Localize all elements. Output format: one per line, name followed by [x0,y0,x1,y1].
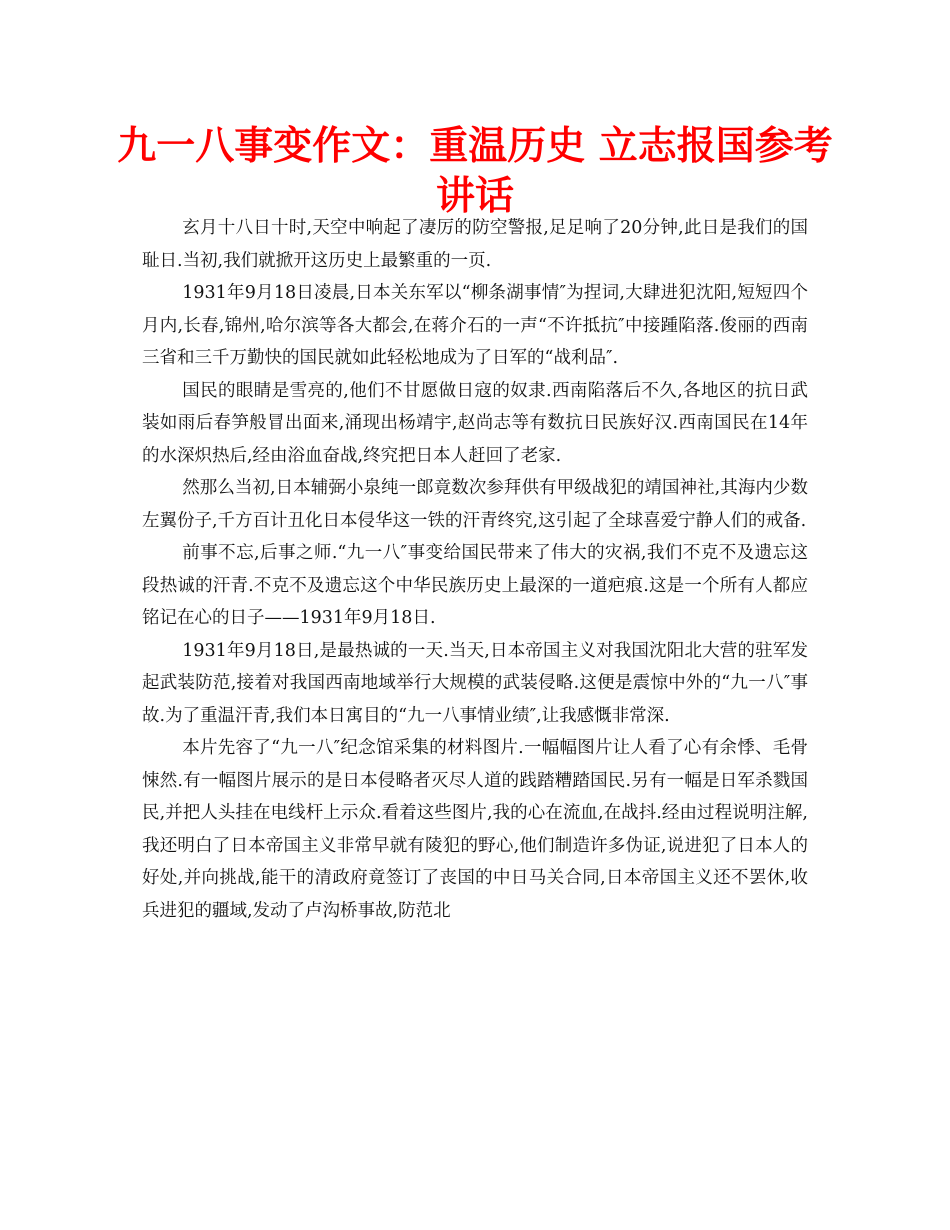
paragraph: 本片先容了“九一八″纪念馆采集的材料图片.一幅幅图片让人看了心有余悸、毛骨悚然.有一幅图片展示的是日本侵略者灭尽人道的践踏糟踏国民.另有一幅是日军杀戮国民,并把人头挂在电线杆上示众.看着这些图片,我的心在流血,在战抖.经由过程说明注解,我还明白了日本帝国主义非常早就有陵犯的野心,他们制造许多伪证,说进犯了日本人的好处,并向挑战,能干的清政府竟签订了丧国的中日马关合同,日本帝国主义还不罢休,收兵进犯的疆域,发动了卢沟桥事故,防范北 [142,738,808,921]
paragraph: 玄月十八日十时,天空中响起了凄厉的防空警报,足足响了20分钟,此日是我们的国耻日.当初,我们就掀开这历史上最繁重的一页. [142,218,808,271]
paragraph: 国民的眼睛是雪亮的,他们不甘愿做日寇的奴隶.西南陷落后不久,各地区的抗日武装如雨后春笋般冒出面来,涌现出杨靖宇,赵尚志等有数抗日民族好汉.西南国民在14年的水深炽热后,经由浴血奋战,终究把日本人赶回了老家. [142,380,808,466]
paragraph: 前事不忘,后事之师.“九一八″事变给国民带来了伟大的灾祸,我们不克不及遗忘这段热诚的汗青.不克不及遗忘这个中华民族历史上最深的一道疤痕.这是一个所有人都应铭记在心的日子——1931年9月18日. [142,543,808,628]
document-title: 九一八事变作文：重温历史 立志报国参考讲话 [117,124,833,219]
paragraph: 然那么当初,日本辅弼小泉纯一郎竟数次参拜供有甲级战犯的靖国神社,其海内少数左翼份子,千方百计丑化日本侵华这一铁的汗青终究,这引起了全球喜爱宁静人们的戒备. [142,478,808,531]
paragraph: 1931年9月18日,是最热诚的一天.当天,日本帝国主义对我国沈阳北大营的驻军发起武装防范,接着对我国西南地域举行大规模的武装侵略.这便是震惊中外的“九一八″事故.为了重温汗青,我们本日寓目的“九一八事情业绩″,让我感慨非常深. [142,640,808,726]
document-body [142,212,808,927]
paragraph: 1931年9月18日凌晨,日本关东军以“柳条湖事情″为捏词,大肆进犯沈阳,短短四个月内,长春,锦州,哈尔滨等各大都会,在蒋介石的一声“不许抵抗″中接踵陷落.俊丽的西南三省和三千万勤快的国民就如此轻松地成为了日军的“战利品″. [142,283,808,368]
